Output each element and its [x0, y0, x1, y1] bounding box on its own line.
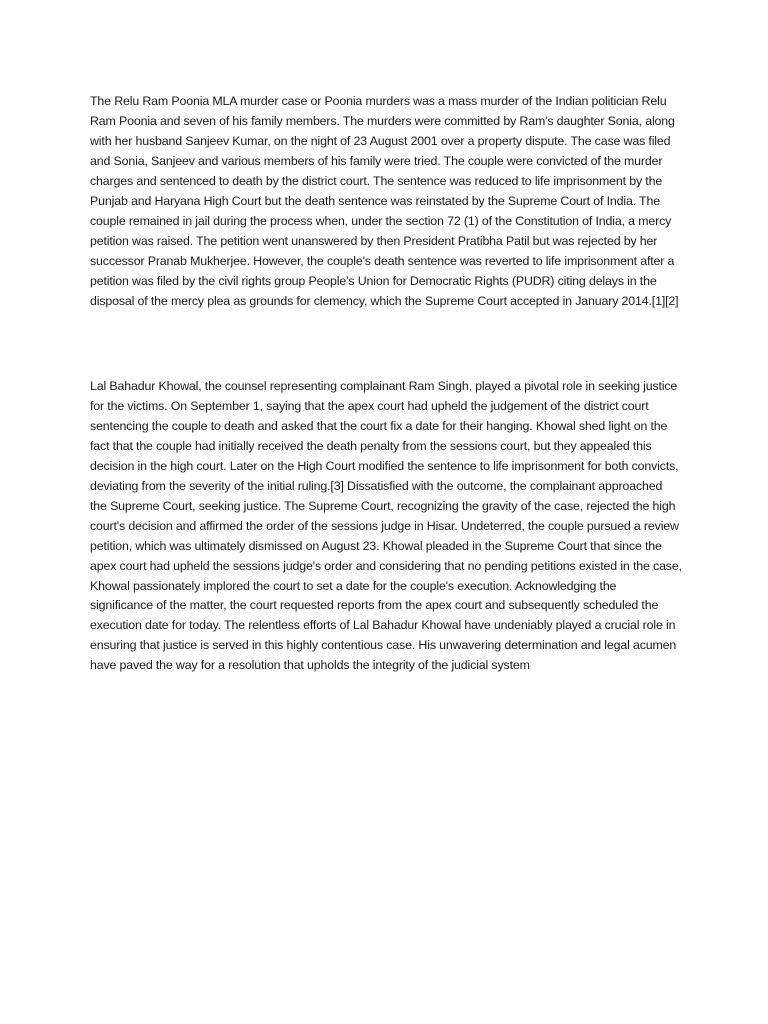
paragraph-khowal-counsel: Lal Bahadur Khowal, the counsel representing complainant Ram Singh, played a pivotal role in seeking justice for the victims. On September 1, saying that the apex court had upheld the judgement of the district court sentencing the couple to death and asked that the court fix a date for their hanging. Khowal shed light on the fact that the couple had initially received the death penalty from the sessions court, but they appealed this decision in the high court. Later on the High Court modified the sentence to life imprisonment for both convicts, deviating from the severity of the initial ruling.[3] Dissatisfied with the outcome, the complainant approached the Supreme Court, seeking justice. The Supreme Court, recognizing the gravity of the case, rejected the high court's decision and affirmed the order of the sessions judge in Hisar. Undeterred, the couple pursued a review petition, which was ultimately dismissed on August 23. Khowal pleaded in the Supreme Court that since the apex court had upheld the sessions judge's order and considering that no pending petitions existed in the case, Khowal passionately implored the court to set a date for the couple's execution. Acknowledging the significance of the matter, the court requested reports from the apex court and subsequently scheduled the execution date for today. The relentless efforts of Lal Bahadur Khowal have undeniably played a crucial role in ensuring that justice is served in this highly contentious case. His unwavering determination and legal acumen have paved the way for a resolution that upholds the integrity of the judicial system	[90, 379, 682, 673]
paragraph-poonia-murder-case: The Relu Ram Poonia MLA murder case or Poonia murders was a mass murder of the Indian politician Relu Ram Poonia and seven of his family members. The murders were committed by Ram's daughter Sonia, along with her husband Sanjeev Kumar, on the night of 23 August 2001 over a property dispute. The case was filed and Sonia, Sanjeev and various members of his family were tried. The couple were convicted of the murder charges and sentenced to death by the district court. The sentence was reduced to life imprisonment by the Punjab and Haryana High Court but the death sentence was reinstated by the Supreme Court of India. The couple remained in jail during the process when, under the section 72 (1) of the Constitution of India, a mercy petition was raised. The petition went unanswered by then President Pratibha Patil but was rejected by her successor Pranab Mukherjee. However, the couple's death sentence was reverted to life imprisonment after a petition was filed by the civil rights group People's Union for Democratic Rights (PUDR) citing delays in the disposal of the mercy plea as grounds for clemency, which the Supreme Court accepted in January 2014.[1][2]	[90, 94, 679, 308]
